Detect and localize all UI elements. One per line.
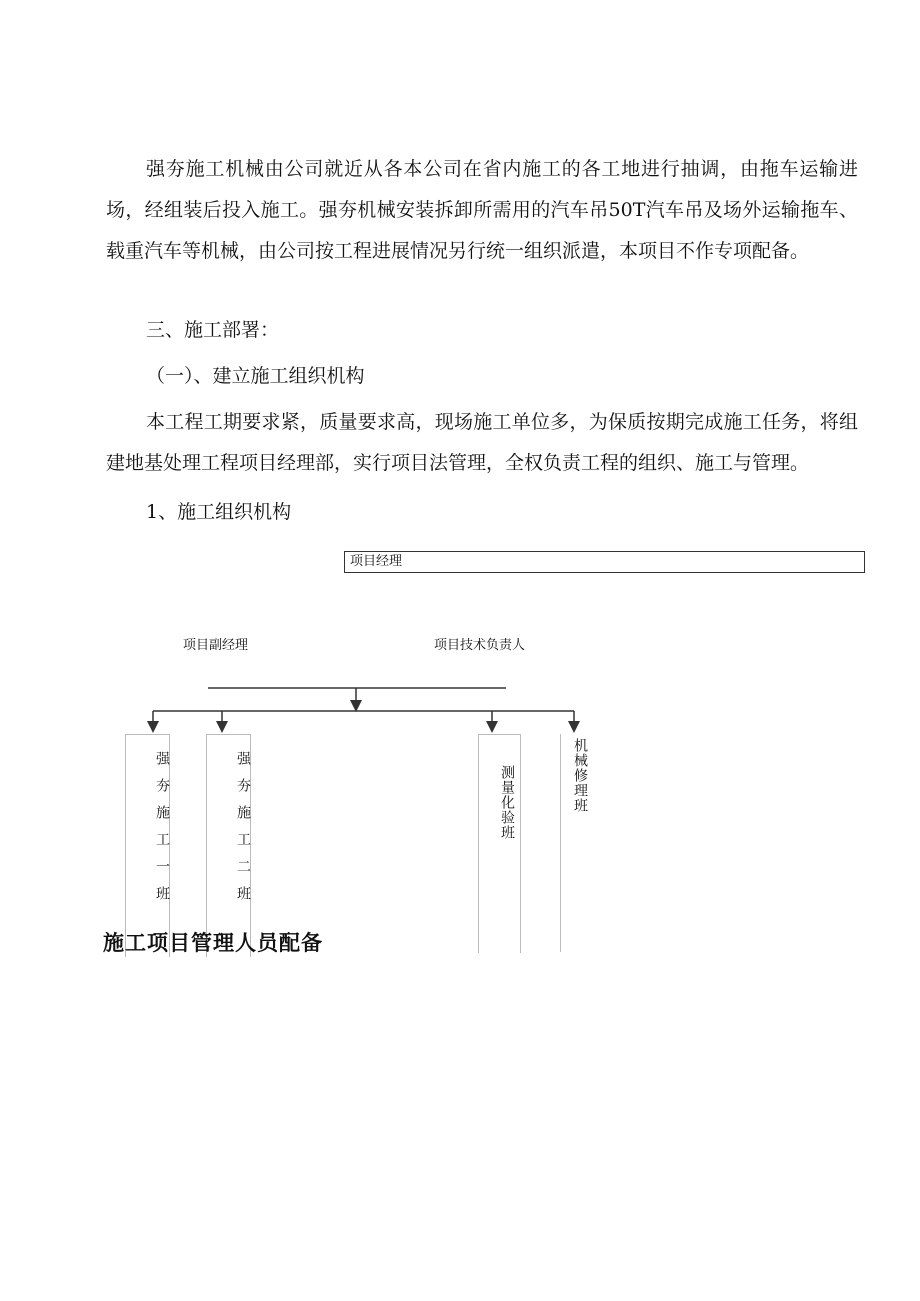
- org-box-repair-team: [560, 734, 601, 952]
- org-team-4-label: 机械修理班: [572, 738, 588, 813]
- org-box-team-2: [206, 734, 251, 957]
- paragraph-machinery: 强夯施工机械由公司就近从各本公司在省内施工的各工地进行抽调，由拖车运输进场，经组装后投入施工。强夯机械安装拆卸所需用的汽车吊50T汽车吊及场外运输拖车、载重汽车等机械，由公司按工程进展情况另行统一组织派遣，本项目不作专项配备。: [106, 158, 858, 262]
- org-box-survey-team: [478, 734, 521, 953]
- org-box-team-1: [125, 734, 170, 957]
- org-team-2-label: 强夯施工二班: [235, 751, 251, 913]
- subsection-heading-organization: （一）、建立施工组织机构: [146, 365, 365, 387]
- org-label-deputy-manager: 项目副经理: [183, 638, 249, 653]
- next-section-heading: 施工项目管理人员配备: [103, 931, 323, 955]
- org-team-3-label: 测量化验班: [499, 765, 515, 840]
- paragraph-organization: 本工程工期要求紧，质量要求高，现场施工单位多，为保质按期完成施工任务，将组建地基处理工程项目经理部，实行项目法管理，全权负责工程的组织、施工与管理。: [106, 411, 858, 474]
- section-heading-deployment: 三、施工部署：: [146, 319, 280, 341]
- org-label-tech-lead: 项目技术负责人: [434, 638, 526, 653]
- org-team-1-label: 强夯施工一班: [154, 751, 170, 913]
- item-heading-org-structure: 1、施工组织机构: [146, 501, 292, 523]
- org-box-project-manager: 项目经理: [344, 551, 865, 573]
